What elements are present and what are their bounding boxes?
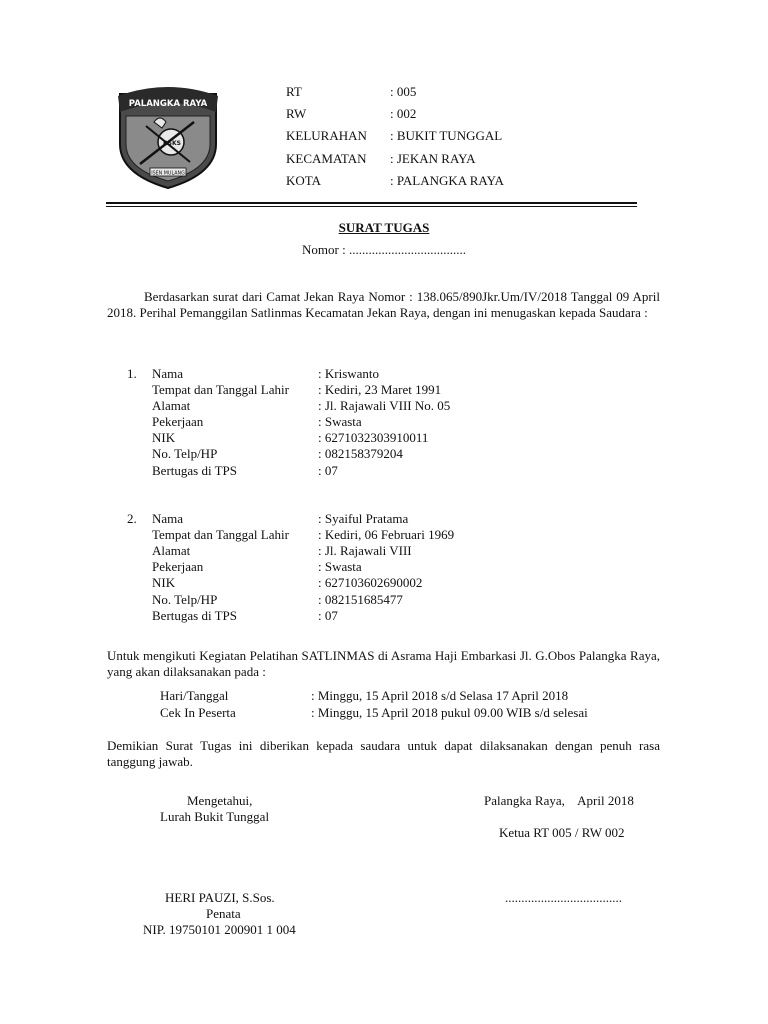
signature-acknowledge: Mengetahui, <box>187 793 253 808</box>
header-rw <box>286 104 416 124</box>
person-number: 2. <box>127 511 137 526</box>
svg-text:PALANGKA RAYA: PALANGKA RAYA <box>128 99 208 109</box>
field-label: Nama <box>152 366 184 381</box>
header-value: : 002 <box>390 106 417 121</box>
activity-paragraph: Untuk mengikuti Kegiatan Pelatihan SATLINMAS di Asrama Haji Embarkasi Jl. G.Obos Palangka Raya, yang akan dilaksanakan pada : <box>107 648 660 679</box>
field-value: : 07 <box>318 463 338 478</box>
field-label: Tempat dan Tanggal Lahir <box>152 382 289 397</box>
closing-paragraph: Demikian Surat Tugas ini diberikan kepada saudara untuk dapat dilaksanakan dengan penuh rasa tanggung jawab. <box>107 738 660 769</box>
signature-left-name: HERI PAUZI, S.Sos. <box>165 890 275 905</box>
header-kecamatan <box>286 149 475 169</box>
field-label: No. Telp/HP <box>152 592 218 607</box>
field-value: : Kediri, 06 Februari 1969 <box>318 527 455 542</box>
header-value: : 005 <box>390 84 417 99</box>
field-label: Pekerjaan <box>152 414 204 429</box>
header-divider-thin <box>106 206 637 207</box>
field-value: : 627103602690002 <box>318 575 423 590</box>
intro-paragraph: Berdasarkan surat dari Camat Jekan Raya Nomor : 138.065/890Jkr.Um/IV/2018 Tanggal 09 April 2018. Perihal Pemanggilan Satlinmas Kecamatan Jekan Raya, dengan ini menugaskan kepada Saudara : <box>107 289 660 320</box>
document-number: Nomor : .................................... <box>302 242 466 257</box>
svg-text:RSKS: RSKS <box>163 140 181 147</box>
field-value: : Syaiful Pratama <box>318 511 409 526</box>
field-value: : Kediri, 23 Maret 1991 <box>318 382 442 397</box>
field-label: NIK <box>152 575 176 590</box>
signature-left-rank: Penata <box>206 906 241 921</box>
header-value: : JEKAN RAYA <box>390 151 476 166</box>
signature-right-name: .................................... <box>505 890 622 905</box>
field-label: Alamat <box>152 543 191 558</box>
person-number: 1. <box>127 366 137 381</box>
field-value: : Jl. Rajawali VIII <box>318 543 412 558</box>
header-label: KELURAHAN <box>286 128 367 143</box>
signature-left-title: Lurah Bukit Tunggal <box>160 809 270 824</box>
header-value: : BUKIT TUNGGAL <box>390 128 503 143</box>
header-label: KOTA <box>286 173 322 188</box>
header-label: KECAMATAN <box>286 151 367 166</box>
field-label: Bertugas di TPS <box>152 608 237 623</box>
field-label: Tempat dan Tanggal Lahir <box>152 527 289 542</box>
palangka-raya-emblem <box>116 82 220 190</box>
field-label: No. Telp/HP <box>152 446 218 461</box>
header-kota <box>286 171 504 191</box>
field-label: Bertugas di TPS <box>152 463 237 478</box>
field-value: : 07 <box>318 608 338 623</box>
field-value: : 6271032303910011 <box>318 430 429 445</box>
field-value: : 082151685477 <box>318 592 403 607</box>
event-value: : Minggu, 15 April 2018 s/d Selasa 17 April 2018 <box>311 688 569 703</box>
document-title: SURAT TUGAS <box>338 220 430 235</box>
field-value: : Swasta <box>318 414 362 429</box>
signature-place-date: Palangka Raya, April 2018 <box>484 793 634 808</box>
header-kelurahan <box>286 126 502 146</box>
header-label: RW <box>286 106 307 121</box>
signature-left-nip: NIP. 19750101 200901 1 004 <box>143 922 296 937</box>
field-value: : 082158379204 <box>318 446 403 461</box>
svg-text:ISEN MULANG: ISEN MULANG <box>151 171 185 177</box>
field-label: Nama <box>152 511 184 526</box>
event-label: Hari/Tanggal <box>160 688 229 703</box>
field-label: NIK <box>152 430 176 445</box>
field-value: : Swasta <box>318 559 362 574</box>
header-divider-thick <box>106 202 637 204</box>
signature-right-title: Ketua RT 005 / RW 002 <box>499 825 625 840</box>
field-label: Alamat <box>152 398 191 413</box>
header-rt <box>286 82 416 102</box>
field-label: Pekerjaan <box>152 559 204 574</box>
header-label: RT <box>286 84 302 99</box>
header-value: : PALANGKA RAYA <box>390 173 504 188</box>
field-value: : Kriswanto <box>318 366 380 381</box>
event-value: : Minggu, 15 April 2018 pukul 09.00 WIB s/d selesai <box>311 705 588 720</box>
event-label: Cek In Peserta <box>160 705 236 720</box>
field-value: : Jl. Rajawali VIII No. 05 <box>318 398 451 413</box>
